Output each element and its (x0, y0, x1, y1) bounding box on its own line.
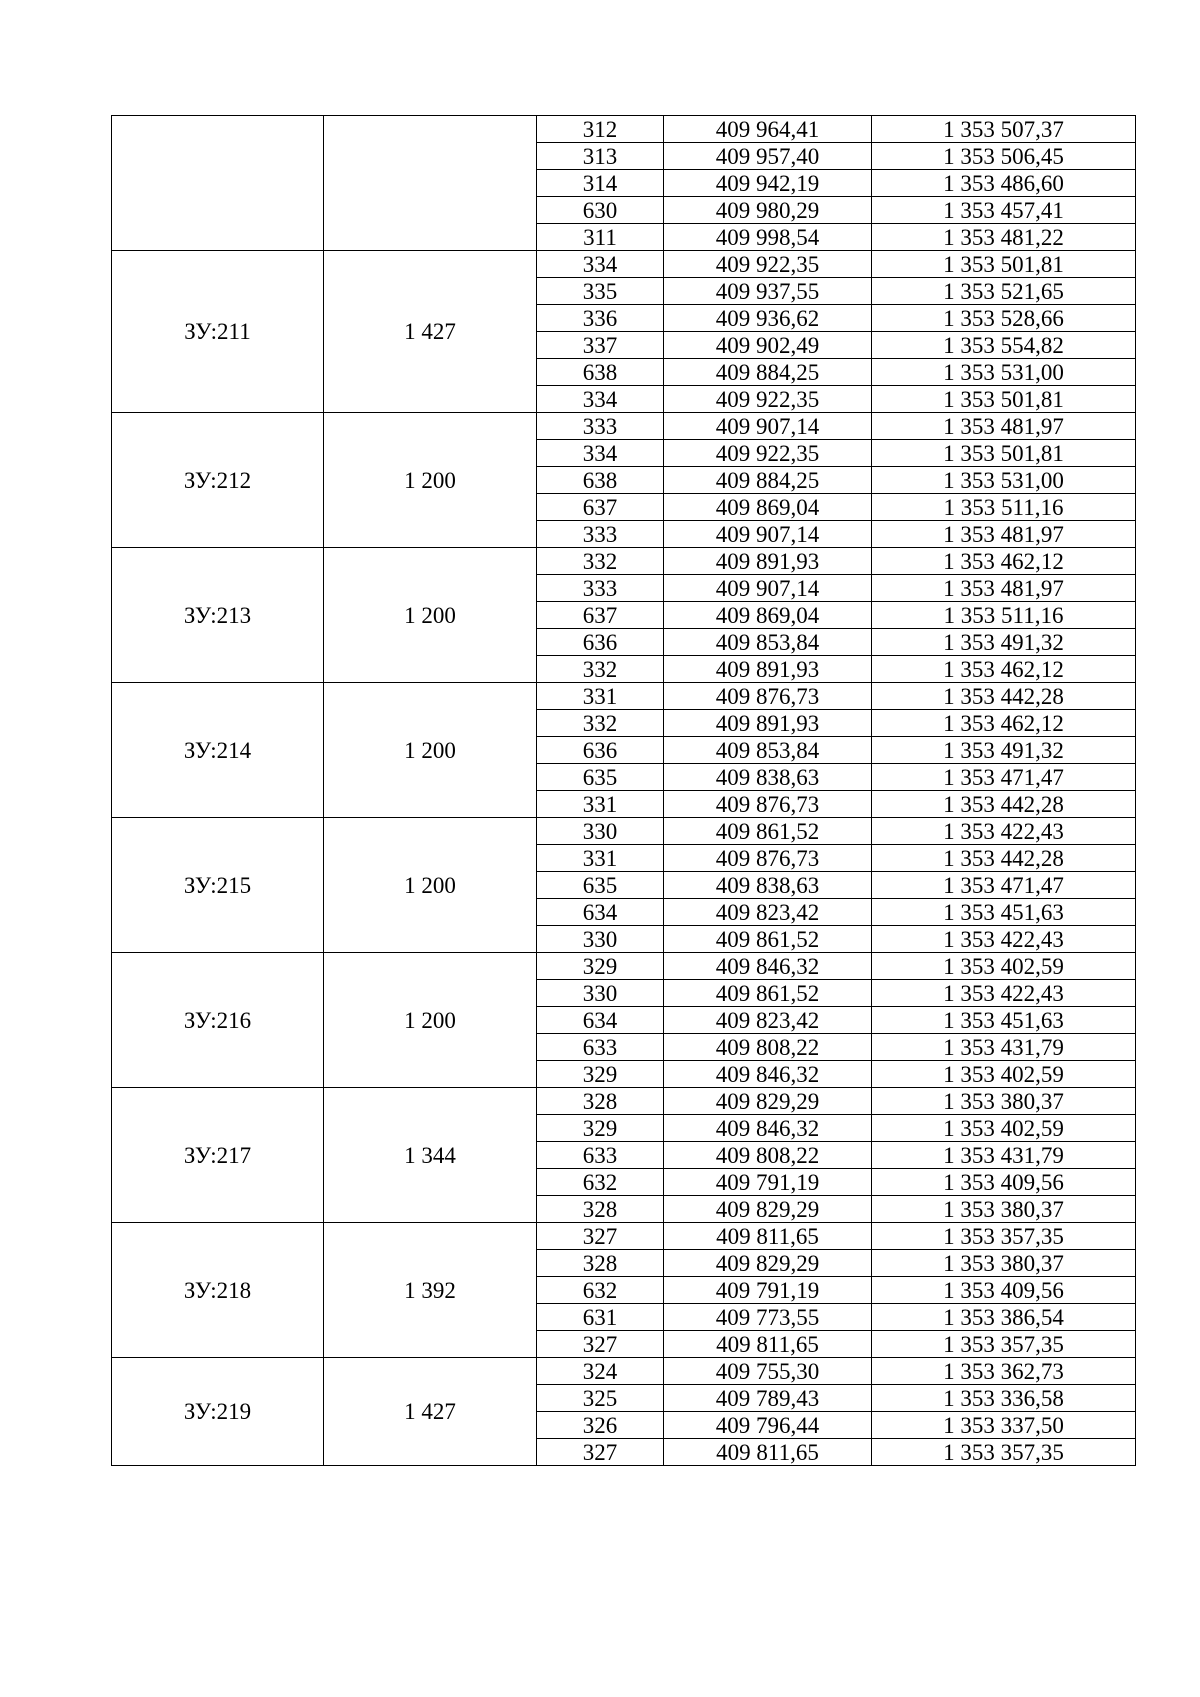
x-coordinate-cell: 409 811,65 (664, 1223, 872, 1250)
plot-area-cell: 1 200 (324, 683, 537, 818)
point-number-cell: 314 (537, 170, 664, 197)
point-number-cell: 632 (537, 1277, 664, 1304)
point-number-cell: 329 (537, 953, 664, 980)
point-number-cell: 638 (537, 467, 664, 494)
x-coordinate-cell: 409 876,73 (664, 845, 872, 872)
y-coordinate-cell: 1 353 442,28 (872, 791, 1136, 818)
point-number-cell: 333 (537, 575, 664, 602)
table-row (112, 251, 1136, 278)
point-number-cell: 330 (537, 980, 664, 1007)
point-number-cell: 334 (537, 440, 664, 467)
y-coordinate-cell: 1 353 337,50 (872, 1412, 1136, 1439)
x-coordinate-cell: 409 846,32 (664, 1061, 872, 1088)
y-coordinate-cell: 1 353 402,59 (872, 1115, 1136, 1142)
y-coordinate-cell: 1 353 451,63 (872, 899, 1136, 926)
y-coordinate-cell: 1 353 528,66 (872, 305, 1136, 332)
coordinates-table (111, 115, 1136, 1466)
y-coordinate-cell: 1 353 451,63 (872, 1007, 1136, 1034)
plot-area-cell: 1 200 (324, 953, 537, 1088)
y-coordinate-cell: 1 353 481,97 (872, 521, 1136, 548)
x-coordinate-cell: 409 869,04 (664, 602, 872, 629)
point-number-cell: 335 (537, 278, 664, 305)
point-number-cell: 327 (537, 1331, 664, 1358)
x-coordinate-cell: 409 902,49 (664, 332, 872, 359)
x-coordinate-cell: 409 808,22 (664, 1142, 872, 1169)
x-coordinate-cell: 409 891,93 (664, 656, 872, 683)
point-number-cell: 638 (537, 359, 664, 386)
plot-id-cell: ЗУ:215 (112, 818, 324, 953)
y-coordinate-cell: 1 353 554,82 (872, 332, 1136, 359)
x-coordinate-cell: 409 838,63 (664, 764, 872, 791)
plot-area-cell: 1 200 (324, 818, 537, 953)
y-coordinate-cell: 1 353 462,12 (872, 548, 1136, 575)
x-coordinate-cell: 409 922,35 (664, 440, 872, 467)
point-number-cell: 312 (537, 116, 664, 143)
y-coordinate-cell: 1 353 402,59 (872, 1061, 1136, 1088)
x-coordinate-cell: 409 884,25 (664, 359, 872, 386)
x-coordinate-cell: 409 861,52 (664, 818, 872, 845)
x-coordinate-cell: 409 846,32 (664, 1115, 872, 1142)
table-row (112, 116, 1136, 143)
point-number-cell: 637 (537, 602, 664, 629)
x-coordinate-cell: 409 791,19 (664, 1277, 872, 1304)
x-coordinate-cell: 409 884,25 (664, 467, 872, 494)
x-coordinate-cell: 409 791,19 (664, 1169, 872, 1196)
table-row (112, 818, 1136, 845)
point-number-cell: 636 (537, 737, 664, 764)
point-number-cell: 330 (537, 926, 664, 953)
x-coordinate-cell: 409 907,14 (664, 575, 872, 602)
point-number-cell: 635 (537, 764, 664, 791)
point-number-cell: 336 (537, 305, 664, 332)
y-coordinate-cell: 1 353 462,12 (872, 710, 1136, 737)
x-coordinate-cell: 409 811,65 (664, 1439, 872, 1466)
x-coordinate-cell: 409 907,14 (664, 521, 872, 548)
plot-area-cell: 1 427 (324, 251, 537, 413)
point-number-cell: 331 (537, 791, 664, 818)
x-coordinate-cell: 409 942,19 (664, 170, 872, 197)
y-coordinate-cell: 1 353 409,56 (872, 1169, 1136, 1196)
point-number-cell: 635 (537, 872, 664, 899)
table-row (112, 1358, 1136, 1385)
point-number-cell: 329 (537, 1061, 664, 1088)
point-number-cell: 328 (537, 1088, 664, 1115)
x-coordinate-cell: 409 876,73 (664, 791, 872, 818)
x-coordinate-cell: 409 891,93 (664, 710, 872, 737)
plot-id-cell: ЗУ:217 (112, 1088, 324, 1223)
y-coordinate-cell: 1 353 471,47 (872, 764, 1136, 791)
point-number-cell: 325 (537, 1385, 664, 1412)
point-number-cell: 633 (537, 1034, 664, 1061)
point-number-cell: 630 (537, 197, 664, 224)
y-coordinate-cell: 1 353 362,73 (872, 1358, 1136, 1385)
plot-id-cell: ЗУ:218 (112, 1223, 324, 1358)
point-number-cell: 313 (537, 143, 664, 170)
plot-id-cell: ЗУ:216 (112, 953, 324, 1088)
y-coordinate-cell: 1 353 531,00 (872, 359, 1136, 386)
table-row (112, 1088, 1136, 1115)
y-coordinate-cell: 1 353 511,16 (872, 602, 1136, 629)
x-coordinate-cell: 409 964,41 (664, 116, 872, 143)
point-number-cell: 633 (537, 1142, 664, 1169)
y-coordinate-cell: 1 353 457,41 (872, 197, 1136, 224)
point-number-cell: 328 (537, 1196, 664, 1223)
y-coordinate-cell: 1 353 380,37 (872, 1088, 1136, 1115)
y-coordinate-cell: 1 353 431,79 (872, 1034, 1136, 1061)
point-number-cell: 636 (537, 629, 664, 656)
point-number-cell: 329 (537, 1115, 664, 1142)
plot-area-cell: 1 427 (324, 1358, 537, 1466)
point-number-cell: 332 (537, 656, 664, 683)
table-row (112, 413, 1136, 440)
y-coordinate-cell: 1 353 357,35 (872, 1223, 1136, 1250)
y-coordinate-cell: 1 353 501,81 (872, 251, 1136, 278)
x-coordinate-cell: 409 789,43 (664, 1385, 872, 1412)
point-number-cell: 330 (537, 818, 664, 845)
x-coordinate-cell: 409 829,29 (664, 1250, 872, 1277)
point-number-cell: 311 (537, 224, 664, 251)
plot-area-cell: 1 200 (324, 548, 537, 683)
y-coordinate-cell: 1 353 501,81 (872, 386, 1136, 413)
point-number-cell: 328 (537, 1250, 664, 1277)
x-coordinate-cell: 409 773,55 (664, 1304, 872, 1331)
x-coordinate-cell: 409 808,22 (664, 1034, 872, 1061)
table-row (112, 548, 1136, 575)
y-coordinate-cell: 1 353 386,54 (872, 1304, 1136, 1331)
x-coordinate-cell: 409 755,30 (664, 1358, 872, 1385)
point-number-cell: 634 (537, 899, 664, 926)
plot-area-cell (324, 116, 537, 251)
point-number-cell: 331 (537, 845, 664, 872)
point-number-cell: 331 (537, 683, 664, 710)
x-coordinate-cell: 409 891,93 (664, 548, 872, 575)
y-coordinate-cell: 1 353 422,43 (872, 818, 1136, 845)
point-number-cell: 327 (537, 1223, 664, 1250)
x-coordinate-cell: 409 811,65 (664, 1331, 872, 1358)
y-coordinate-cell: 1 353 422,43 (872, 980, 1136, 1007)
y-coordinate-cell: 1 353 462,12 (872, 656, 1136, 683)
x-coordinate-cell: 409 980,29 (664, 197, 872, 224)
x-coordinate-cell: 409 861,52 (664, 980, 872, 1007)
x-coordinate-cell: 409 876,73 (664, 683, 872, 710)
y-coordinate-cell: 1 353 380,37 (872, 1250, 1136, 1277)
plot-id-cell (112, 116, 324, 251)
point-number-cell: 333 (537, 521, 664, 548)
y-coordinate-cell: 1 353 357,35 (872, 1331, 1136, 1358)
y-coordinate-cell: 1 353 481,97 (872, 413, 1136, 440)
y-coordinate-cell: 1 353 521,65 (872, 278, 1136, 305)
y-coordinate-cell: 1 353 380,37 (872, 1196, 1136, 1223)
x-coordinate-cell: 409 829,29 (664, 1196, 872, 1223)
y-coordinate-cell: 1 353 481,97 (872, 575, 1136, 602)
plot-area-cell: 1 200 (324, 413, 537, 548)
y-coordinate-cell: 1 353 442,28 (872, 845, 1136, 872)
point-number-cell: 334 (537, 251, 664, 278)
x-coordinate-cell: 409 829,29 (664, 1088, 872, 1115)
y-coordinate-cell: 1 353 481,22 (872, 224, 1136, 251)
y-coordinate-cell: 1 353 402,59 (872, 953, 1136, 980)
table-row (112, 953, 1136, 980)
point-number-cell: 327 (537, 1439, 664, 1466)
x-coordinate-cell: 409 937,55 (664, 278, 872, 305)
y-coordinate-cell: 1 353 442,28 (872, 683, 1136, 710)
y-coordinate-cell: 1 353 506,45 (872, 143, 1136, 170)
x-coordinate-cell: 409 796,44 (664, 1412, 872, 1439)
x-coordinate-cell: 409 853,84 (664, 737, 872, 764)
y-coordinate-cell: 1 353 491,32 (872, 737, 1136, 764)
coordinates-table-page (111, 115, 1135, 1466)
x-coordinate-cell: 409 823,42 (664, 899, 872, 926)
y-coordinate-cell: 1 353 531,00 (872, 467, 1136, 494)
x-coordinate-cell: 409 838,63 (664, 872, 872, 899)
x-coordinate-cell: 409 936,62 (664, 305, 872, 332)
point-number-cell: 334 (537, 386, 664, 413)
point-number-cell: 637 (537, 494, 664, 521)
y-coordinate-cell: 1 353 409,56 (872, 1277, 1136, 1304)
plot-id-cell: ЗУ:219 (112, 1358, 324, 1466)
point-number-cell: 631 (537, 1304, 664, 1331)
x-coordinate-cell: 409 861,52 (664, 926, 872, 953)
plot-id-cell: ЗУ:214 (112, 683, 324, 818)
x-coordinate-cell: 409 957,40 (664, 143, 872, 170)
y-coordinate-cell: 1 353 511,16 (872, 494, 1136, 521)
x-coordinate-cell: 409 823,42 (664, 1007, 872, 1034)
y-coordinate-cell: 1 353 336,58 (872, 1385, 1136, 1412)
x-coordinate-cell: 409 998,54 (664, 224, 872, 251)
point-number-cell: 332 (537, 710, 664, 737)
x-coordinate-cell: 409 922,35 (664, 386, 872, 413)
y-coordinate-cell: 1 353 431,79 (872, 1142, 1136, 1169)
point-number-cell: 337 (537, 332, 664, 359)
plot-id-cell: ЗУ:213 (112, 548, 324, 683)
y-coordinate-cell: 1 353 507,37 (872, 116, 1136, 143)
point-number-cell: 634 (537, 1007, 664, 1034)
plot-area-cell: 1 392 (324, 1223, 537, 1358)
y-coordinate-cell: 1 353 422,43 (872, 926, 1136, 953)
x-coordinate-cell: 409 869,04 (664, 494, 872, 521)
y-coordinate-cell: 1 353 486,60 (872, 170, 1136, 197)
table-row (112, 683, 1136, 710)
plot-id-cell: ЗУ:212 (112, 413, 324, 548)
x-coordinate-cell: 409 907,14 (664, 413, 872, 440)
y-coordinate-cell: 1 353 471,47 (872, 872, 1136, 899)
point-number-cell: 326 (537, 1412, 664, 1439)
x-coordinate-cell: 409 853,84 (664, 629, 872, 656)
point-number-cell: 332 (537, 548, 664, 575)
y-coordinate-cell: 1 353 501,81 (872, 440, 1136, 467)
point-number-cell: 333 (537, 413, 664, 440)
point-number-cell: 632 (537, 1169, 664, 1196)
x-coordinate-cell: 409 846,32 (664, 953, 872, 980)
plot-area-cell: 1 344 (324, 1088, 537, 1223)
plot-id-cell: ЗУ:211 (112, 251, 324, 413)
y-coordinate-cell: 1 353 491,32 (872, 629, 1136, 656)
point-number-cell: 324 (537, 1358, 664, 1385)
table-row (112, 1223, 1136, 1250)
y-coordinate-cell: 1 353 357,35 (872, 1439, 1136, 1466)
x-coordinate-cell: 409 922,35 (664, 251, 872, 278)
